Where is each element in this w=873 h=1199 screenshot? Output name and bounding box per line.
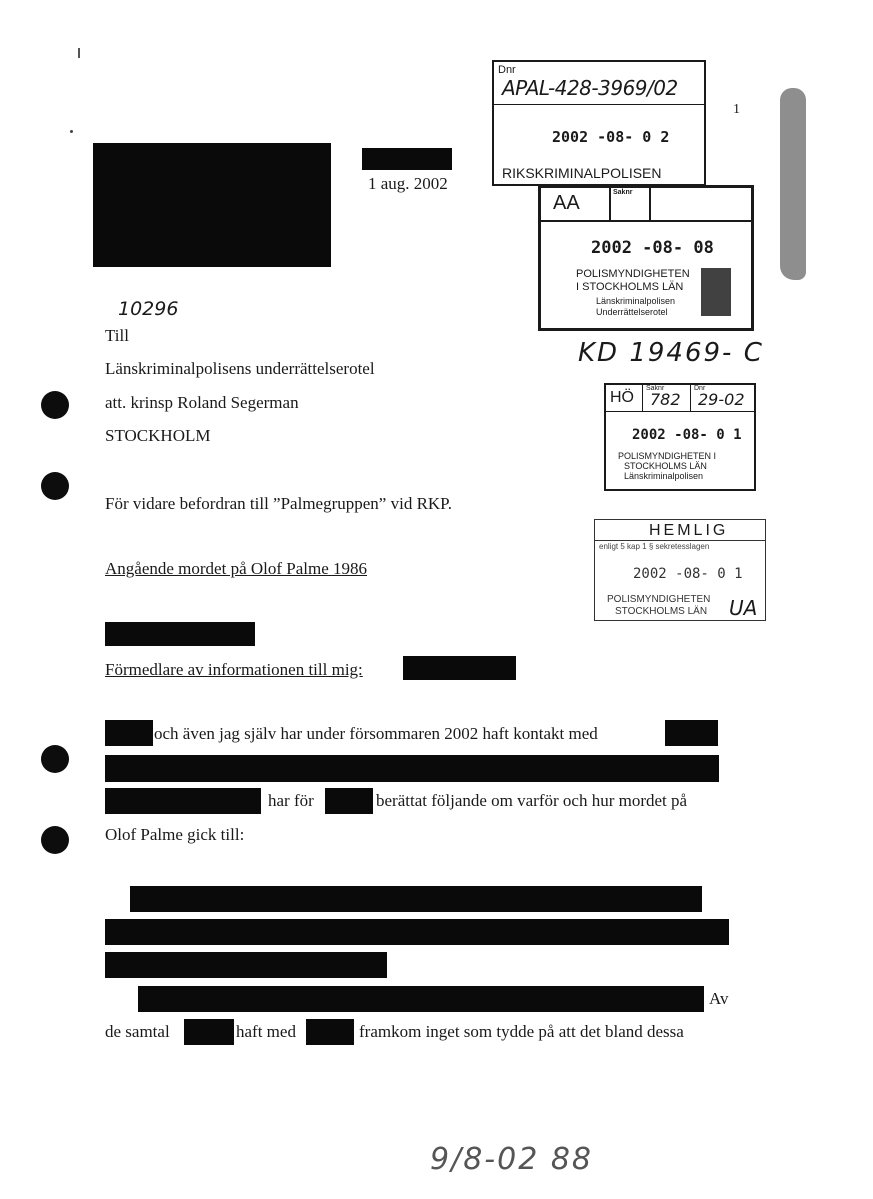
stamp-org: RIKSKRIMINALPOLISEN — [502, 165, 662, 181]
redacted-intermediary — [403, 656, 516, 680]
subject-line: Angående mordet på Olof Palme 1986 — [105, 559, 368, 578]
redacted-text — [665, 720, 718, 746]
stamp-dnr-value: 29-02 — [698, 390, 745, 409]
stamp-code: HÖ — [610, 389, 634, 406]
stamp-line: STOCKHOLMS LÄN — [624, 461, 707, 471]
redacted-text — [105, 720, 153, 746]
redacted-line — [105, 755, 719, 782]
redacted-line — [138, 986, 704, 1012]
stamp-date: 2002 -08- 0 1 — [632, 427, 742, 443]
stamp-line: Länskriminalpolisen — [624, 471, 704, 481]
stamp-polismyndigheten-aa — [538, 185, 754, 331]
stamp-cell-divider — [606, 411, 754, 412]
highlighter-mark — [780, 88, 806, 280]
punch-hole — [41, 826, 69, 854]
redacted-name — [105, 622, 255, 646]
stamp-rikskriminalpolisen — [492, 60, 706, 186]
scan-speck — [78, 48, 80, 58]
body-line-3b: berättat följande om varför och hur mordet på — [376, 791, 688, 810]
intermediary-label: Förmedlare av informationen till mig: — [105, 660, 363, 679]
recipient-city: STOCKHOLM — [105, 426, 211, 445]
stamp-line: Länskriminalpolisen — [596, 296, 676, 306]
scan-speck — [70, 130, 73, 133]
punch-hole — [41, 745, 69, 773]
stamp-polismyndigheten-ho — [604, 383, 756, 491]
redacted-location — [362, 148, 452, 170]
stamp-code: AA — [553, 192, 580, 214]
stamp-date: 2002 -08- 08 — [591, 238, 714, 258]
redacted-line — [130, 886, 702, 912]
stamp-line: POLISMYNDIGHETEN I — [618, 451, 717, 461]
recipient-org: Länskriminalpolisens underrättelserotel — [105, 359, 375, 378]
stamp-line: POLISMYNDIGHETEN — [576, 268, 690, 280]
handwritten-kd-number: KD 19469- C — [578, 338, 764, 368]
stamp-saknr-label: Saknr — [646, 385, 665, 392]
stamp-initials: UA — [729, 596, 758, 620]
recipient-to-label: Till — [105, 326, 129, 345]
redacted-text — [325, 788, 373, 814]
stamp-date: 2002 -08- 0 1 — [633, 566, 743, 582]
stamp-line: I STOCKHOLMS LÄN — [576, 281, 684, 293]
body-last-b: haft med — [236, 1022, 296, 1041]
page-number: 1 — [733, 102, 740, 117]
stamp-date: 2002 -08- 0 2 — [552, 128, 670, 146]
redacted-text — [306, 1019, 354, 1045]
stamp-line: STOCKHOLMS LÄN — [615, 606, 708, 617]
document-date: 1 aug. 2002 — [368, 174, 448, 193]
stamp-underline — [595, 540, 765, 541]
redacted-sender-address — [93, 143, 331, 267]
body-last-c: framkom inget som tydde på att det bland dessa — [359, 1022, 684, 1041]
forward-note: För vidare befordran till ”Palmegruppen” vid RKP. — [105, 494, 453, 513]
redacted-text — [184, 1019, 234, 1045]
stamp-line: Underrättelserotel — [596, 307, 668, 317]
stamp-cell-divider — [649, 188, 651, 220]
punch-hole — [41, 391, 69, 419]
stamp-saknr-label: Saknr — [613, 189, 633, 196]
body-last-a: de samtal — [105, 1022, 170, 1041]
stamp-hemlig — [594, 519, 766, 621]
stamp-smudge — [701, 268, 731, 316]
stamp-saknr-value: 782 — [650, 390, 681, 409]
redacted-line — [105, 952, 387, 978]
body-line-3a: har för — [268, 791, 314, 810]
body-line-4: Olof Palme gick till: — [105, 825, 245, 844]
body-line-1: och även jag själv har under försommaren 2002 haft kontakt med — [154, 724, 598, 743]
stamp-cell-divider — [642, 385, 643, 411]
stamp-cell-divider — [609, 188, 611, 220]
stamp-dnr-value: APAL-428-3969/02 — [502, 76, 678, 100]
punch-hole — [41, 472, 69, 500]
stamp-cell-divider — [541, 220, 751, 222]
stamp-divider — [494, 104, 704, 105]
recipient-attention: att. krinsp Roland Segerman — [105, 393, 299, 412]
redacted-text — [105, 788, 261, 814]
body-av: Av — [709, 989, 729, 1008]
stamp-cell-divider — [690, 385, 691, 411]
redacted-line — [105, 919, 729, 945]
footer-handwriting: 9/8-02 88 — [430, 1142, 593, 1177]
stamp-hemlig-title: HEMLIG — [649, 522, 729, 539]
stamp-line: POLISMYNDIGHETEN — [607, 594, 711, 605]
stamp-dnr-label: Dnr — [498, 64, 516, 76]
stamp-hemlig-sub: enligt 5 kap 1 § sekretesslagen — [599, 542, 710, 551]
stamp-dnr-label: Dnr — [694, 385, 706, 392]
handwritten-reference: 10296 — [118, 298, 179, 320]
